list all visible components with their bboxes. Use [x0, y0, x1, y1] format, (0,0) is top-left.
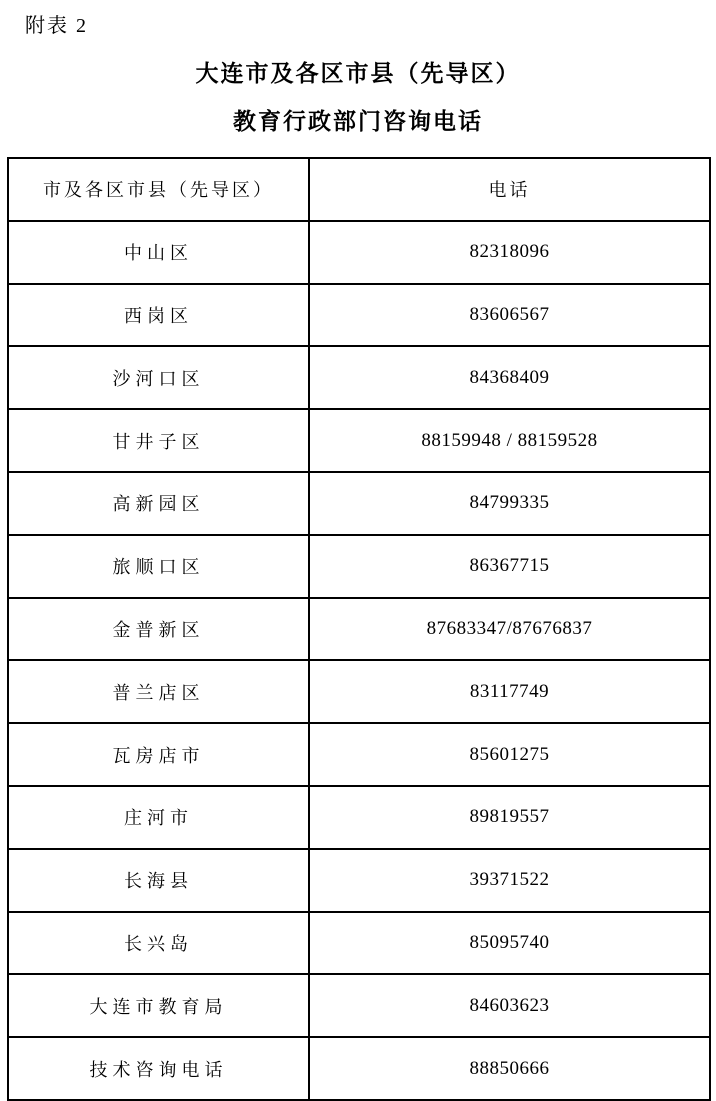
title-line-2: 教育行政部门咨询电话: [233, 109, 483, 134]
table-row: [8, 535, 710, 598]
region-cell: 技术咨询电话: [8, 1037, 309, 1100]
region-cell: 高新园区: [8, 472, 309, 535]
title-line-1: 大连市及各区市县（先导区）: [195, 61, 521, 86]
phone-cell: 82318096: [309, 221, 710, 284]
appendix-label: 附表 2: [25, 15, 88, 37]
phone-cell: 85601275: [309, 723, 710, 786]
table-row: [8, 1037, 710, 1100]
table-header-row: [8, 158, 710, 221]
region-cell: 大连市教育局: [8, 974, 309, 1037]
region-cell: 金普新区: [8, 598, 309, 661]
region-column-header: 市及各区市县（先导区）: [8, 158, 309, 221]
table-row: [8, 284, 710, 347]
region-cell: 瓦房店市: [8, 723, 309, 786]
phone-table: [7, 157, 711, 1101]
phone-cell: 86367715: [309, 535, 710, 598]
phone-cell: 83606567: [309, 284, 710, 347]
table-row: [8, 346, 710, 409]
phone-cell: 39371522: [309, 849, 710, 912]
phone-cell: 89819557: [309, 786, 710, 849]
table-row: [8, 409, 710, 472]
region-cell: 长兴岛: [8, 912, 309, 975]
phone-cell: 84799335: [309, 472, 710, 535]
region-cell: 旅顺口区: [8, 535, 309, 598]
table-row: [8, 472, 710, 535]
table-row: [8, 974, 710, 1037]
phone-cell: 87683347/87676837: [309, 598, 710, 661]
table-row: [8, 660, 710, 723]
table-row: [8, 786, 710, 849]
region-cell: 西岗区: [8, 284, 309, 347]
table-body: [8, 221, 710, 1100]
region-cell: 沙河口区: [8, 346, 309, 409]
phone-cell: 88850666: [309, 1037, 710, 1100]
phone-cell: 88159948 / 88159528: [309, 409, 710, 472]
region-cell: 普兰店区: [8, 660, 309, 723]
table-row: [8, 723, 710, 786]
region-cell: 甘井子区: [8, 409, 309, 472]
phone-column-header: 电话: [309, 158, 710, 221]
table-row: [8, 912, 710, 975]
phone-cell: 85095740: [309, 912, 710, 975]
region-cell: 长海县: [8, 849, 309, 912]
phone-cell: 83117749: [309, 660, 710, 723]
phone-cell: 84603623: [309, 974, 710, 1037]
phone-cell: 84368409: [309, 346, 710, 409]
table-row: [8, 849, 710, 912]
table-row: [8, 598, 710, 661]
region-cell: 中山区: [8, 221, 309, 284]
table-row: [8, 221, 710, 284]
region-cell: 庄河市: [8, 786, 309, 849]
document-title: [0, 50, 716, 146]
